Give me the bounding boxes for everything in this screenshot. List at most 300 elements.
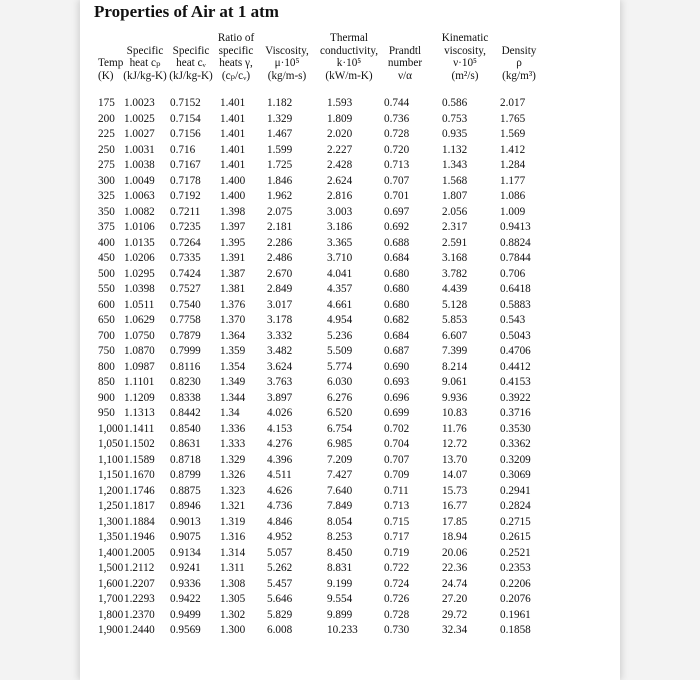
density-cell: 0.2206: [500, 577, 531, 590]
cv-cell: 0.7879: [170, 329, 201, 342]
conductivity-cell: 2.428: [327, 159, 353, 171]
density-cell: 0.1961: [500, 608, 531, 621]
prandtl-cell: 0.717: [384, 531, 410, 543]
cv-cell: 0.7167: [170, 159, 201, 171]
kinematic-viscosity-cell: 7.399: [442, 345, 468, 357]
kinematic-viscosity-cell: 9.936: [442, 391, 468, 404]
conductivity-cell: 7.209: [327, 453, 353, 466]
cp-cell: 1.0082: [124, 205, 155, 218]
table-row: [80, 282, 620, 298]
conductivity-cell: 9.199: [327, 577, 353, 590]
kinematic-viscosity-cell: 1.132: [442, 143, 468, 156]
header-conductivity: [318, 32, 380, 83]
prandtl-cell: 0.697: [384, 205, 410, 218]
cv-cell: 0.7527: [170, 283, 201, 295]
viscosity-cell: 6.008: [267, 624, 293, 636]
kinematic-viscosity-cell: 3.782: [442, 267, 468, 280]
ratio-cell: 1.329: [220, 453, 246, 466]
cp-cell: 1.0511: [124, 298, 155, 311]
header-line: (kg/m-s): [267, 70, 307, 83]
ratio-cell: 1.305: [220, 593, 246, 605]
cp-cell: 1.1946: [124, 531, 155, 543]
density-cell: 0.2353: [500, 562, 531, 574]
cv-cell: 0.7758: [170, 314, 201, 326]
cv-cell: 0.7424: [170, 267, 201, 280]
kinematic-viscosity-cell: 1.807: [442, 190, 468, 202]
density-cell: 0.5043: [500, 329, 531, 342]
header-line: ν/α: [397, 70, 413, 83]
kinematic-viscosity-cell: 32.34: [442, 624, 468, 636]
prandtl-cell: 0.722: [384, 562, 410, 574]
cp-cell: 1.2005: [124, 546, 155, 559]
temp-cell: 900: [98, 391, 115, 404]
prandtl-cell: 0.684: [384, 252, 410, 264]
prandtl-cell: 0.684: [384, 329, 410, 342]
viscosity-cell: 3.332: [267, 329, 293, 342]
density-cell: 1.284: [500, 159, 526, 171]
viscosity-cell: 3.178: [267, 314, 293, 326]
kinematic-viscosity-cell: 8.214: [442, 360, 468, 373]
header-density: [495, 32, 543, 83]
conductivity-cell: 6.754: [327, 422, 353, 435]
conductivity-cell: 2.816: [327, 190, 353, 202]
cv-cell: 0.7152: [170, 97, 201, 109]
kinematic-viscosity-cell: 20.06: [442, 546, 468, 559]
conductivity-cell: 3.710: [327, 252, 353, 264]
cv-cell: 0.7211: [170, 205, 201, 218]
kinematic-viscosity-cell: 22.36: [442, 562, 468, 574]
ratio-cell: 1.401: [220, 128, 246, 140]
cp-cell: 1.2207: [124, 577, 155, 590]
cv-cell: 0.8338: [170, 391, 201, 404]
viscosity-cell: 5.829: [267, 608, 293, 621]
ratio-cell: 1.314: [220, 546, 246, 559]
ratio-cell: 1.354: [220, 360, 246, 373]
ratio-cell: 1.401: [220, 159, 246, 171]
header-line: number: [387, 57, 423, 70]
prandtl-cell: 0.715: [384, 515, 410, 528]
conductivity-cell: 6.276: [327, 391, 353, 404]
table-row: [80, 189, 620, 205]
cv-cell: 0.7999: [170, 345, 201, 357]
prandtl-cell: 0.692: [384, 221, 410, 233]
ratio-cell: 1.400: [220, 190, 246, 202]
temp-cell: 650: [98, 314, 115, 326]
cv-cell: 0.8230: [170, 376, 201, 388]
density-cell: 0.6418: [500, 283, 531, 295]
header-line: Prandtl: [388, 44, 422, 57]
cv-cell: 0.8540: [170, 422, 201, 435]
density-cell: 0.4706: [500, 345, 531, 357]
ratio-cell: 1.302: [220, 608, 246, 621]
conductivity-cell: 7.849: [327, 500, 353, 512]
viscosity-cell: 4.626: [267, 484, 293, 497]
viscosity-cell: 2.075: [267, 205, 293, 218]
viscosity-cell: 4.846: [267, 515, 293, 528]
prandtl-cell: 0.704: [384, 438, 410, 450]
table-row: [80, 422, 620, 438]
cv-cell: 0.9422: [170, 593, 201, 605]
table-row: [80, 453, 620, 469]
conductivity-cell: 6.030: [327, 376, 353, 388]
conductivity-cell: 8.450: [327, 546, 353, 559]
cv-cell: 0.9013: [170, 515, 201, 528]
cp-cell: 1.1502: [124, 438, 155, 450]
density-cell: 0.7844: [500, 252, 531, 264]
viscosity-cell: 1.182: [267, 97, 293, 109]
header-line: (kJ/kg-K): [123, 70, 167, 83]
temp-cell: 1,700: [98, 593, 124, 605]
viscosity-cell: 4.736: [267, 500, 293, 512]
table-body: [80, 96, 620, 639]
prandtl-cell: 0.690: [384, 360, 410, 373]
table-row: [80, 468, 620, 484]
density-cell: 1.177: [500, 174, 526, 187]
kinematic-viscosity-cell: 27.20: [442, 593, 468, 605]
cp-cell: 1.1589: [124, 453, 155, 466]
ratio-cell: 1.395: [220, 236, 246, 249]
cv-cell: 0.9075: [170, 531, 201, 543]
kinematic-viscosity-cell: 13.70: [442, 453, 468, 466]
prandtl-cell: 0.726: [384, 593, 410, 605]
conductivity-cell: 2.020: [327, 128, 353, 140]
ratio-cell: 1.326: [220, 469, 246, 481]
kinematic-viscosity-cell: 12.72: [442, 438, 468, 450]
density-cell: 0.3716: [500, 407, 531, 419]
table-row: [80, 577, 620, 593]
table-row: [80, 546, 620, 562]
cv-cell: 0.8718: [170, 453, 201, 466]
header-line: k·10⁵: [336, 57, 362, 70]
viscosity-cell: 1.725: [267, 159, 293, 171]
cp-cell: 1.0206: [124, 252, 155, 264]
cp-cell: 1.0027: [124, 128, 155, 140]
temp-cell: 1,200: [98, 484, 124, 497]
ratio-cell: 1.370: [220, 314, 246, 326]
conductivity-cell: 3.003: [327, 205, 353, 218]
temp-cell: 175: [98, 97, 115, 109]
prandtl-cell: 0.687: [384, 345, 410, 357]
density-cell: 1.086: [500, 190, 526, 202]
kinematic-viscosity-cell: 2.317: [442, 221, 468, 233]
cp-cell: 1.1209: [124, 391, 155, 404]
prandtl-cell: 0.680: [384, 298, 410, 311]
density-cell: 1.569: [500, 128, 526, 140]
density-cell: 2.017: [500, 97, 526, 109]
header-line: Viscosity,: [265, 44, 309, 57]
kinematic-viscosity-cell: 15.73: [442, 484, 468, 497]
prandtl-cell: 0.696: [384, 391, 410, 404]
temp-cell: 1,400: [98, 546, 124, 559]
ratio-cell: 1.316: [220, 531, 246, 543]
viscosity-cell: 3.624: [267, 360, 293, 373]
table-row: [80, 530, 620, 546]
cp-cell: 1.0023: [124, 97, 155, 109]
kinematic-viscosity-cell: 4.439: [442, 283, 468, 295]
density-cell: 0.1858: [500, 624, 531, 636]
kinematic-viscosity-cell: 11.76: [442, 422, 467, 435]
density-cell: 0.3922: [500, 391, 531, 404]
density-cell: 0.3530: [500, 422, 531, 435]
conductivity-cell: 7.640: [327, 484, 353, 497]
conductivity-cell: 6.520: [327, 407, 353, 419]
prandtl-cell: 0.707: [384, 453, 410, 466]
viscosity-cell: 4.511: [267, 469, 292, 481]
table-row: [80, 437, 620, 453]
viscosity-cell: 4.396: [267, 453, 293, 466]
kinematic-viscosity-cell: 16.77: [442, 500, 468, 512]
table-row: [80, 329, 620, 345]
density-cell: 0.4412: [500, 360, 531, 373]
header-line: heat cᵥ: [176, 57, 206, 70]
ratio-cell: 1.349: [220, 376, 246, 388]
temp-cell: 1,050: [98, 438, 124, 450]
density-cell: 0.8824: [500, 236, 531, 249]
prandtl-cell: 0.693: [384, 376, 410, 388]
table-row: [80, 220, 620, 236]
cv-cell: 0.8799: [170, 469, 201, 481]
ratio-cell: 1.321: [220, 500, 246, 512]
conductivity-cell: 1.809: [327, 112, 353, 125]
ratio-cell: 1.400: [220, 174, 246, 187]
conductivity-cell: 2.624: [327, 174, 353, 187]
cv-cell: 0.8875: [170, 484, 201, 497]
cv-cell: 0.8442: [170, 407, 201, 419]
temp-cell: 1,350: [98, 531, 124, 543]
header-line: (kJ/kg-K): [169, 70, 213, 83]
viscosity-cell: 1.962: [267, 190, 293, 202]
ratio-cell: 1.333: [220, 438, 246, 450]
temp-cell: 850: [98, 376, 115, 388]
ratio-cell: 1.336: [220, 422, 246, 435]
temp-cell: 800: [98, 360, 115, 373]
density-cell: 0.9413: [500, 221, 531, 233]
ratio-cell: 1.344: [220, 391, 246, 404]
header-line: (m²/s): [451, 70, 479, 83]
conductivity-cell: 8.253: [327, 531, 353, 543]
cv-cell: 0.716: [170, 143, 196, 156]
temp-cell: 600: [98, 298, 115, 311]
conductivity-cell: 3.365: [327, 236, 353, 249]
temp-cell: 300: [98, 174, 115, 187]
kinematic-viscosity-cell: 1.568: [442, 174, 468, 187]
header-line: (cₚ/cᵥ): [221, 70, 251, 83]
table-row: [80, 298, 620, 314]
prandtl-cell: 0.699: [384, 407, 410, 419]
header-line: [122, 32, 168, 45]
cv-cell: 0.7156: [170, 128, 201, 140]
ratio-cell: 1.401: [220, 143, 246, 156]
ratio-cell: 1.401: [220, 97, 246, 109]
prandtl-cell: 0.720: [384, 143, 410, 156]
viscosity-cell: 1.846: [267, 174, 293, 187]
temp-cell: 1,500: [98, 562, 124, 574]
cv-cell: 0.7154: [170, 112, 201, 125]
temp-cell: 950: [98, 407, 115, 419]
density-cell: 0.2941: [500, 484, 531, 497]
ratio-cell: 1.311: [220, 562, 245, 574]
prandtl-cell: 0.713: [384, 159, 410, 171]
density-cell: 0.3209: [500, 453, 531, 466]
prandtl-cell: 0.688: [384, 236, 410, 249]
density-cell: 0.2715: [500, 515, 531, 528]
cp-cell: 1.2293: [124, 593, 155, 605]
kinematic-viscosity-cell: 3.168: [442, 252, 468, 264]
prandtl-cell: 0.724: [384, 577, 410, 590]
temp-cell: 1,800: [98, 608, 124, 621]
header-line: ν·10⁵: [453, 57, 477, 70]
temp-cell: 325: [98, 190, 115, 202]
header-prandtl: [376, 32, 434, 83]
viscosity-cell: 5.057: [267, 546, 293, 559]
temp-cell: 1,100: [98, 453, 124, 466]
header-cv: [168, 32, 214, 83]
table-row: [80, 623, 620, 639]
table-row: [80, 251, 620, 267]
cp-cell: 1.0038: [124, 159, 155, 171]
prandtl-cell: 0.719: [384, 546, 410, 559]
header-line: heat cₚ: [129, 57, 161, 70]
temp-cell: 700: [98, 329, 115, 342]
kinematic-viscosity-cell: 18.94: [442, 531, 468, 543]
header-line: [495, 32, 543, 45]
cv-cell: 0.9499: [170, 608, 201, 621]
ratio-cell: 1.319: [220, 515, 246, 528]
temp-cell: 400: [98, 236, 115, 249]
table-row: [80, 313, 620, 329]
cp-cell: 1.1411: [124, 422, 155, 435]
density-cell: 0.2615: [500, 531, 531, 543]
table-row: [80, 484, 620, 500]
header-cp: [122, 32, 168, 83]
temp-cell: 550: [98, 283, 115, 295]
table-row: [80, 344, 620, 360]
prandtl-cell: 0.680: [384, 267, 410, 280]
conductivity-cell: 6.985: [327, 438, 353, 450]
kinematic-viscosity-cell: 0.586: [442, 97, 468, 109]
prandtl-cell: 0.707: [384, 174, 410, 187]
conductivity-cell: 8.054: [327, 515, 353, 528]
table-row: [80, 236, 620, 252]
cv-cell: 0.7335: [170, 252, 201, 264]
prandtl-cell: 0.713: [384, 500, 410, 512]
kinematic-viscosity-cell: 2.056: [442, 205, 468, 218]
temp-cell: 250: [98, 143, 115, 156]
prandtl-cell: 0.736: [384, 112, 410, 125]
cp-cell: 1.1313: [124, 407, 155, 419]
conductivity-cell: 10.233: [327, 624, 358, 636]
kinematic-viscosity-cell: 9.061: [442, 376, 468, 388]
temp-cell: 500: [98, 267, 115, 280]
temp-cell: 1,300: [98, 515, 124, 528]
cp-cell: 1.1746: [124, 484, 155, 497]
table-row: [80, 515, 620, 531]
kinematic-viscosity-cell: 14.07: [442, 469, 468, 481]
viscosity-cell: 2.849: [267, 283, 293, 295]
page-title: Properties of Air at 1 atm: [94, 2, 279, 21]
cp-cell: 1.0025: [124, 112, 155, 125]
table-row: [80, 375, 620, 391]
prandtl-cell: 0.711: [384, 484, 409, 497]
cv-cell: 0.8631: [170, 438, 201, 450]
ratio-cell: 1.398: [220, 205, 246, 218]
conductivity-cell: 2.227: [327, 143, 353, 156]
cp-cell: 1.0106: [124, 221, 155, 233]
conductivity-cell: 5.509: [327, 345, 353, 357]
table-row: [80, 592, 620, 608]
table-row: [80, 608, 620, 624]
viscosity-cell: 5.262: [267, 562, 293, 574]
viscosity-cell: 4.276: [267, 438, 293, 450]
table-row: [80, 112, 620, 128]
viscosity-cell: 2.181: [267, 221, 293, 233]
prandtl-cell: 0.682: [384, 314, 410, 326]
kinematic-viscosity-cell: 0.753: [442, 112, 468, 125]
table-row: [80, 360, 620, 376]
cv-cell: 0.8946: [170, 500, 201, 512]
cv-cell: 0.8116: [170, 360, 201, 373]
temp-cell: 275: [98, 159, 115, 171]
viscosity-cell: 3.897: [267, 391, 293, 404]
header-line: ρ: [516, 57, 522, 70]
cv-cell: 0.9241: [170, 562, 201, 574]
cv-cell: 0.7192: [170, 190, 201, 202]
density-cell: 0.5883: [500, 298, 531, 311]
conductivity-cell: 9.554: [327, 593, 353, 605]
header-line: μ·10⁵: [274, 57, 300, 70]
conductivity-cell: 8.831: [327, 562, 353, 574]
cp-cell: 1.0629: [124, 314, 155, 326]
header-line: Thermal: [330, 32, 368, 44]
cp-cell: 1.0750: [124, 329, 155, 342]
density-cell: 0.2076: [500, 593, 531, 605]
prandtl-cell: 0.728: [384, 128, 410, 140]
header-line: viscosity,: [444, 44, 486, 57]
viscosity-cell: 1.467: [267, 128, 293, 140]
conductivity-cell: 9.899: [327, 608, 353, 621]
cp-cell: 1.0135: [124, 236, 155, 249]
header-line: heats γ,: [219, 57, 253, 70]
temp-cell: 375: [98, 221, 115, 233]
temp-cell: 200: [98, 112, 115, 125]
header-line: Temp: [98, 57, 124, 70]
ratio-cell: 1.381: [220, 283, 246, 295]
header-kinematic-viscosity: [434, 32, 496, 83]
cv-cell: 0.9569: [170, 624, 201, 636]
cp-cell: 1.2370: [124, 608, 155, 621]
temp-cell: 1,000: [98, 422, 124, 435]
header-line: Kinematic: [441, 32, 489, 44]
cp-cell: 1.1670: [124, 469, 155, 481]
density-cell: 1.765: [500, 112, 526, 125]
cp-cell: 1.1884: [124, 515, 155, 528]
kinematic-viscosity-cell: 17.85: [442, 515, 468, 528]
ratio-cell: 1.401: [220, 112, 246, 125]
header-ratio: [213, 32, 259, 83]
viscosity-cell: 2.670: [267, 267, 293, 280]
cv-cell: 0.7178: [170, 174, 201, 187]
prandtl-cell: 0.701: [384, 190, 410, 202]
conductivity-cell: 4.954: [327, 314, 353, 326]
temp-cell: 750: [98, 345, 115, 357]
viscosity-cell: 1.329: [267, 112, 293, 125]
header-line: Density: [501, 44, 537, 57]
table-row: [80, 158, 620, 174]
kinematic-viscosity-cell: 5.853: [442, 314, 468, 326]
table-row: [80, 174, 620, 190]
table-row: [80, 561, 620, 577]
density-cell: 0.2521: [500, 546, 531, 559]
